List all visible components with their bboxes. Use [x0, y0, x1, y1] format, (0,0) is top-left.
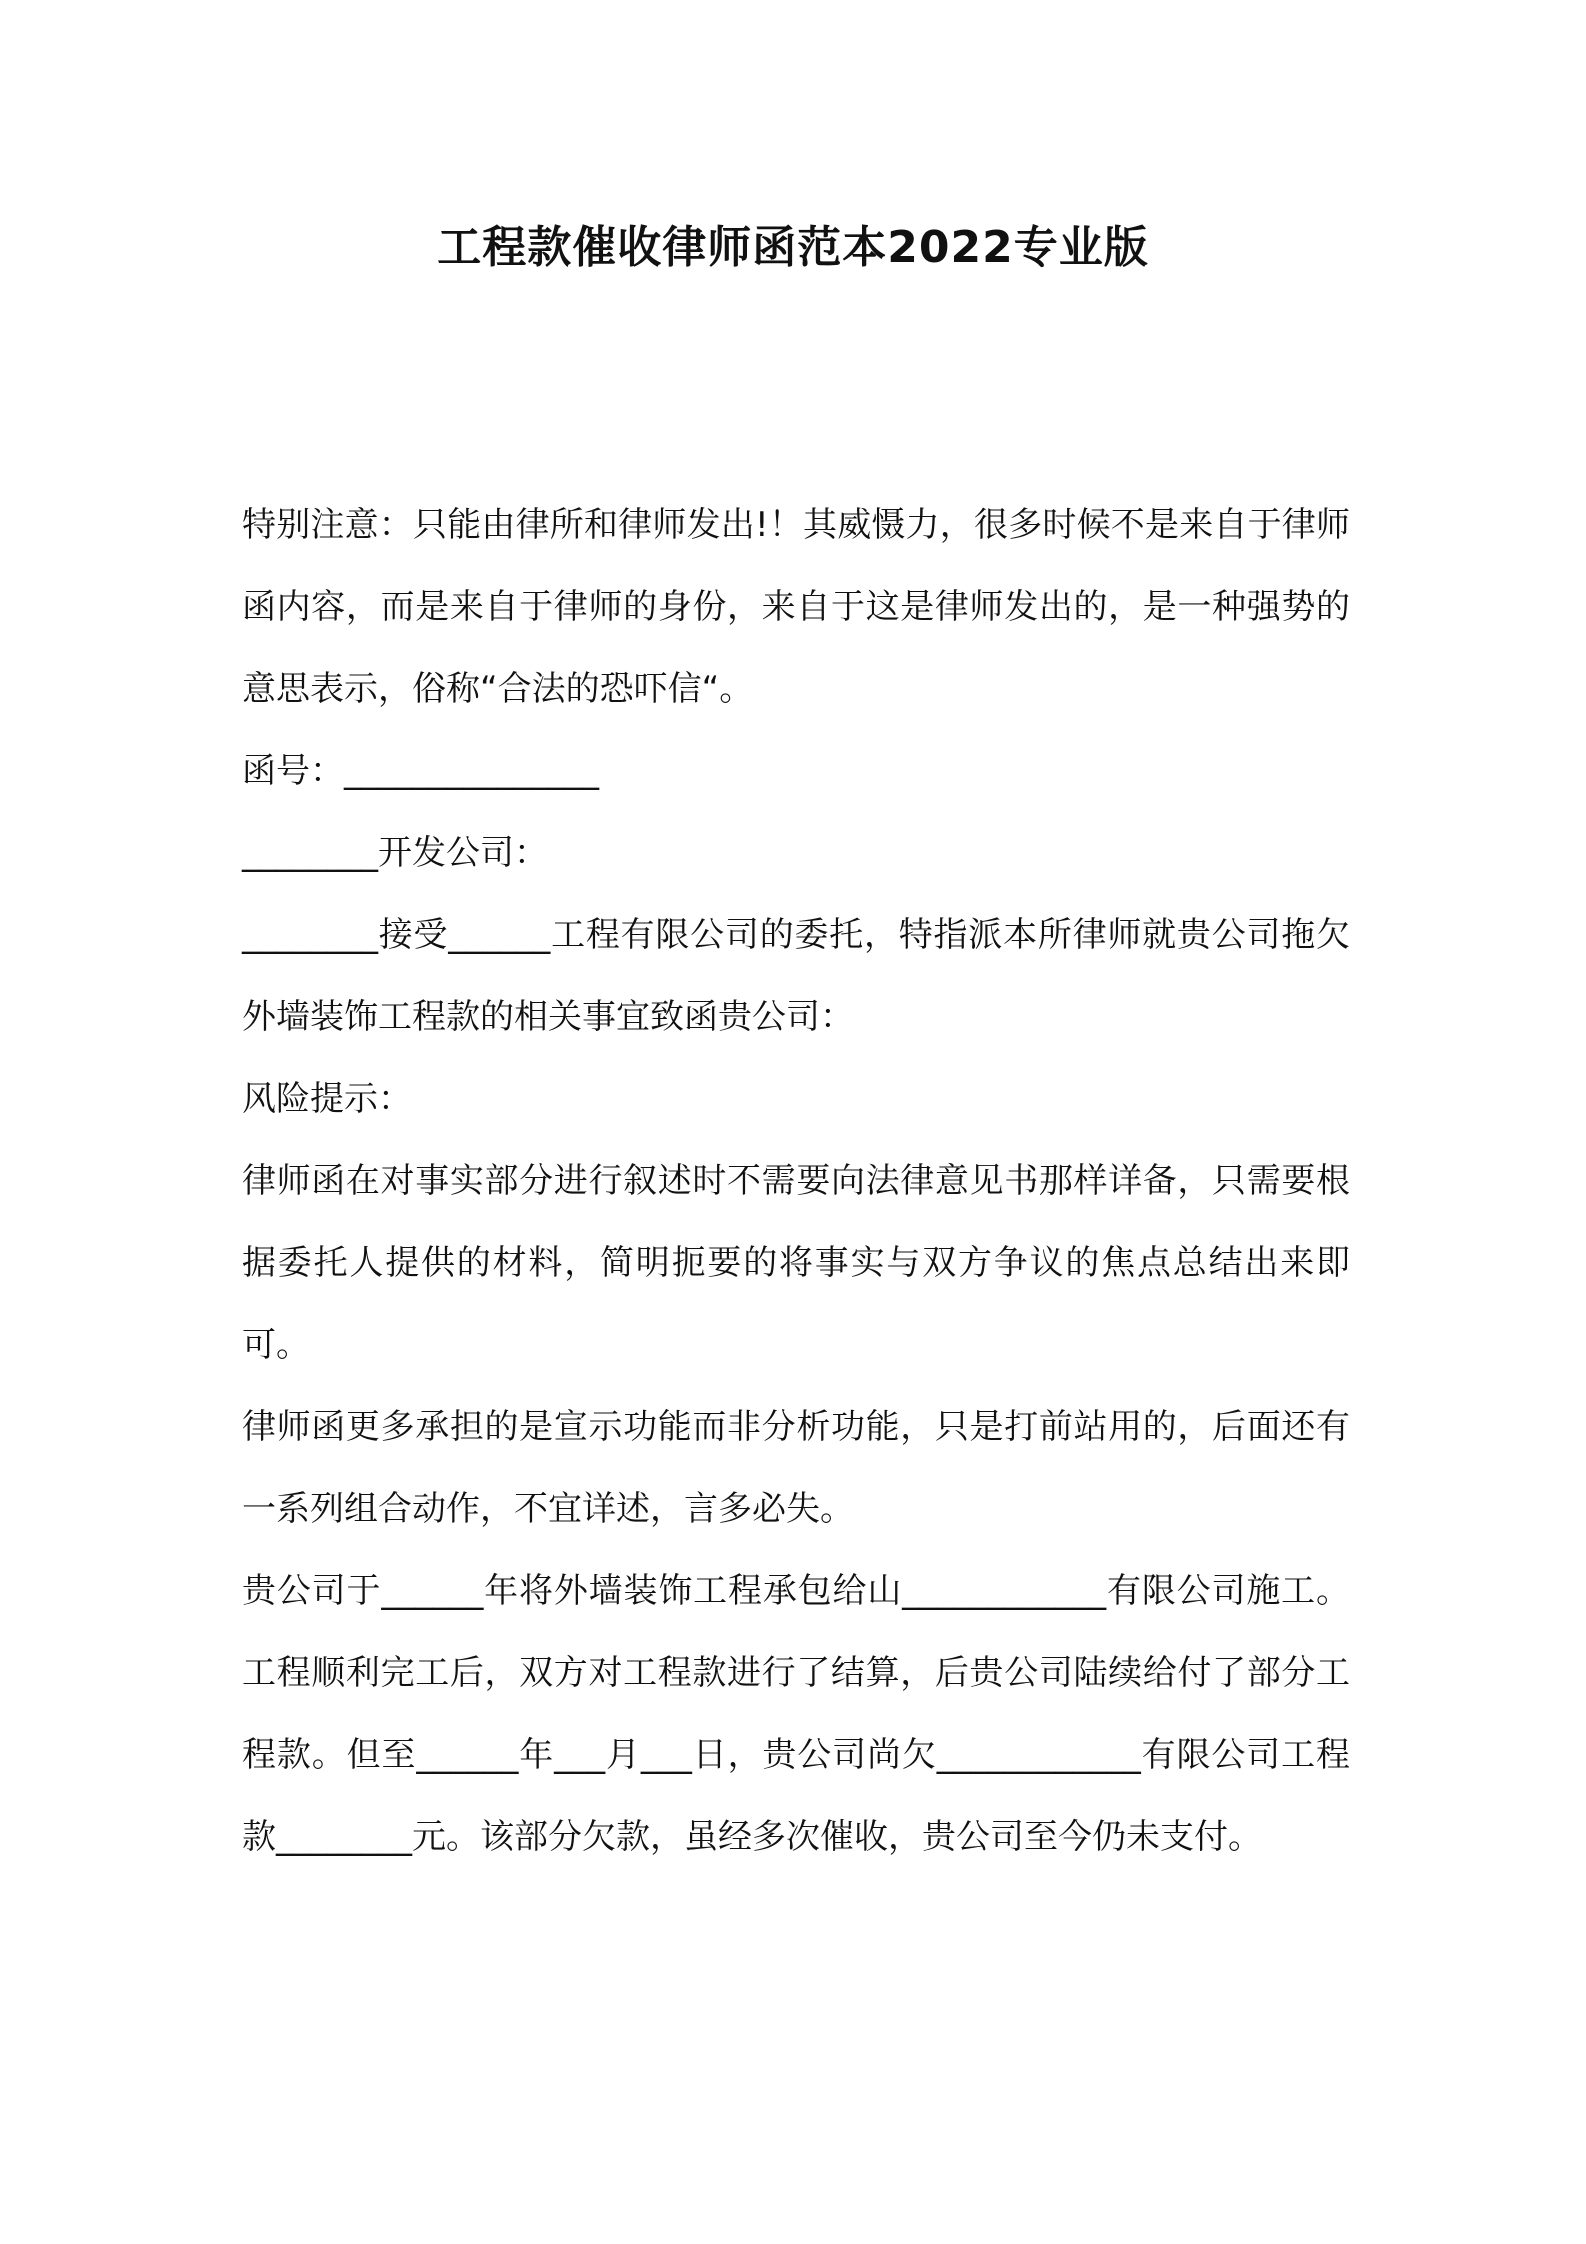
special-notice-paragraph: 特别注意：只能由律所和律师发出!！其威慑力，很多时候不是来自于律师函内容，而是来自于律师的身份，来自于这是律师发出的，是一种强势的意思表示，俗称“合法的恐吓信“。 [242, 505, 1350, 709]
facts-paragraph: 贵公司于______年将外墙装饰工程承包给山____________有限公司施工。工程顺利完工后，双方对工程款进行了结算，后贵公司陆续给付了部分工程款。但至______年___月___日，贵公司尚欠____________有限公司工程款________元。该部分欠款，虽经多次催收，贵公司至今仍未支付。 [242, 1571, 1350, 1857]
recipient-line: ________开发公司： [242, 833, 548, 873]
document-title: 工程款催收律师函范本2022专业版 [437, 222, 1149, 273]
risk-heading: 风险提示： [242, 1079, 412, 1119]
risk-paragraph-1: 律师函在对事实部分进行叙述时不需要向法律意见书那样详备，只需要根据委托人提供的材料，简明扼要的将事实与双方争议的焦点总结出来即可。 [242, 1161, 1350, 1365]
risk-paragraph-2: 律师函更多承担的是宣示功能而非分析功能，只是打前站用的，后面还有一系列组合动作，不宜详述，言多必失。 [242, 1407, 1350, 1529]
document-body [242, 484, 1350, 1878]
letter-number-line: 函号：_______________ [242, 751, 599, 791]
commission-paragraph: ________接受______工程有限公司的委托，特指派本所律师就贵公司拖欠外墙装饰工程款的相关事宜致函贵公司： [242, 915, 1350, 1037]
